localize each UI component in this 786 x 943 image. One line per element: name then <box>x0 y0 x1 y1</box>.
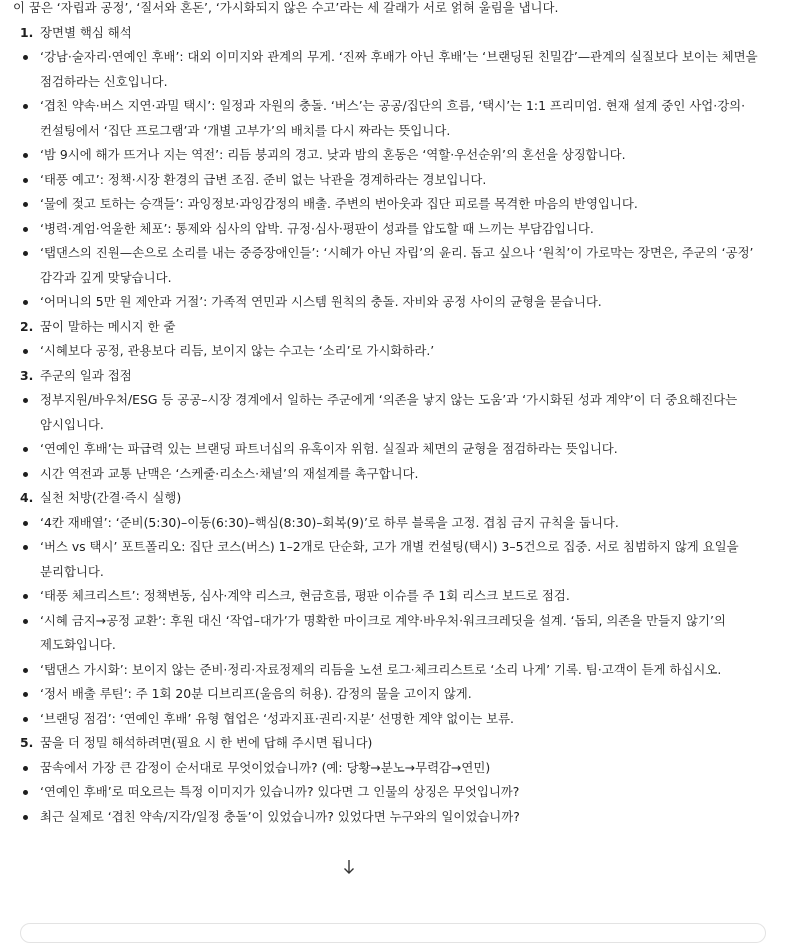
list-item <box>0 658 786 683</box>
bullet-icon <box>20 756 40 780</box>
section-number: 4. <box>20 490 34 505</box>
list-item <box>0 609 786 658</box>
bullet-icon <box>20 707 40 731</box>
section-title: 꿈이 말하는 메시지 한 줄 <box>40 318 176 334</box>
section-heading <box>0 21 786 46</box>
list-item-text: ‘탭댄스 가시화’: 보이지 않는 준비·정리·자료정제의 리듬을 노션 로그·체크리스트로 ‘소리 나게’ 기록. 팀·고객이 듣게 하십시오. <box>40 661 722 677</box>
list-item <box>0 535 786 584</box>
bullet-icon <box>20 682 40 706</box>
section-title: 장면별 핵심 해석 <box>40 24 132 40</box>
arrow-down-icon <box>343 859 355 875</box>
list-item <box>0 339 786 364</box>
bullet-icon <box>20 241 40 265</box>
list-item <box>0 437 786 462</box>
list-item-text: ‘정서 배출 루틴’: 주 1회 20분 디브리프(울음의 허용). 감정의 물을 고이지 않게. <box>40 686 472 701</box>
list-item <box>0 143 786 168</box>
list-item-text: ‘시혜 금지→공정 교환’: 후원 대신 ‘작업–대가’가 명확한 마이크로 계약·바우처·워크크레딧을 설계. ‘돕되, 의존을 만들지 않기’의 제도화입니다. <box>40 612 726 652</box>
bullet-icon <box>20 805 40 829</box>
list-item <box>0 682 786 707</box>
list-item-text: 최근 실제로 ‘겹친 약속/지각/일정 충돌’이 있었습니까? 있었다면 누구와의 일이었습니까? <box>40 808 520 824</box>
bullet-icon <box>20 339 40 363</box>
list-item-text: ‘물에 젖고 토하는 승객들’: 과잉정보·과잉감정의 배출. 주변의 번아웃과 집단 피로를 목격한 마음의 반영입니다. <box>40 196 638 211</box>
list-item <box>0 94 786 143</box>
sections-list <box>0 21 786 830</box>
list-item-text: ‘태풍 예고’: 정책·시장 환경의 급변 조짐. 준비 없는 낙관을 경계하라는 경보입니다. <box>40 171 487 187</box>
list-item <box>0 462 786 487</box>
bullet-icon <box>20 609 40 633</box>
list-item <box>0 388 786 437</box>
list-item <box>0 45 786 94</box>
section-number: 3. <box>20 367 34 383</box>
list-item-text: ‘태풍 체크리스트’: 정책변동, 심사·계약 리스크, 현금흐름, 평판 이슈를 주 1회 리스크 보드로 점검. <box>40 588 570 603</box>
list-item <box>0 217 786 242</box>
list-item-text: ‘시혜보다 공정, 관용보다 리듬, 보이지 않는 수고는 ‘소리’로 가시화하라.’ <box>40 343 435 358</box>
bullet-icon <box>20 168 40 192</box>
list-item-text: ‘강남·술자리·연예인 후배’: 대외 이미지와 관계의 무게. ‘진짜 후배가 아닌 후배’는 ‘브랜딩된 친밀감’—관계의 실질보다 보이는 체면을 점검하라는 신호입니다. <box>40 49 758 89</box>
section-heading <box>0 486 786 511</box>
section-number: 5. <box>20 735 34 750</box>
list-item <box>0 707 786 732</box>
list-item-text: ‘탭댄스의 진원—손으로 소리를 내는 중증장애인들’: ‘시혜가 아닌 자립’의 윤리. 돕고 싶으나 ‘원칙’이 가로막는 장면은, 주군의 ‘공정’ 감각과 깊게 맞닿습니다. <box>40 245 754 285</box>
bullet-icon <box>20 192 40 216</box>
list-item <box>0 780 786 805</box>
list-item-text: 정부지원/바우처/ESG 등 공공–시장 경계에서 일하는 주군에게 ‘의존을 낳지 않는 도움’과 ‘가시화된 성과 계약’이 더 중요해진다는 암시입니다. <box>40 392 738 432</box>
bullet-icon <box>20 388 40 412</box>
bullet-icon <box>20 217 40 241</box>
list-item <box>0 756 786 781</box>
section-heading <box>0 364 786 389</box>
list-item-text: ‘연예인 후배’는 파급력 있는 브랜딩 파트너십의 유혹이자 위험. 실질과 체면의 균형을 점검하라는 뜻입니다. <box>40 441 618 456</box>
section-title: 실천 처방(간결·즉시 실행) <box>40 490 182 505</box>
list-item <box>0 241 786 290</box>
section-heading <box>0 731 786 756</box>
list-item-text: ‘겹친 약속·버스 지연·과밀 택시’: 일정과 자원의 충돌. ‘버스’는 공공/집단의 흐름, ‘택시’는 1:1 프리미엄. 현재 설계 중인 사업·강의·컨설팅에서 ‘집단 프로그램’과 ‘개별 고부가’의 배치를 다시 짜라는 뜻입니다. <box>40 98 746 138</box>
list-item-text: ‘버스 vs 택시’ 포트폴리오: 집단 코스(버스) 1–2개로 단순화, 고가 개별 컨설팅(택시) 3–5건으로 집중. 서로 침범하지 않게 요일을 분리합니다. <box>40 539 739 579</box>
list-item <box>0 584 786 609</box>
list-item <box>0 511 786 536</box>
section-number: 2. <box>20 318 34 334</box>
list-item-text: ‘연예인 후배’로 떠오르는 특정 이미지가 있습니까? 있다면 그 인물의 상징은 무엇입니까? <box>40 784 520 799</box>
message-composer[interactable] <box>20 923 766 943</box>
bullet-icon <box>20 437 40 461</box>
bullet-icon <box>20 45 40 69</box>
list-item <box>0 805 786 830</box>
section-title: 꿈을 더 정밀 해석하려면(필요 시 한 번에 답해 주시면 됩니다) <box>40 735 373 750</box>
section-title: 주군의 일과 접점 <box>40 367 132 383</box>
list-item-text: ‘4칸 재배열’: ‘준비(5:30)–이동(6:30)–핵심(8:30)–회복(9)’로 하루 블록을 고정. 겹침 금지 규칙을 둡니다. <box>40 514 619 530</box>
bullet-icon <box>20 584 40 608</box>
bullet-icon <box>20 94 40 118</box>
bullet-icon <box>20 658 40 682</box>
list-item-text: ‘어머니의 5만 원 제안과 거절’: 가족적 연민과 시스템 원칙의 충돌. 자비와 공정 사이의 균형을 묻습니다. <box>40 294 602 309</box>
bullet-icon <box>20 462 40 486</box>
bullet-icon <box>20 290 40 314</box>
list-item-text: 시간 역전과 교통 난맥은 ‘스케줄·리소스·채널’의 재설계를 촉구합니다. <box>40 465 419 481</box>
list-item-text: ‘병력·계엄·억울한 체포’: 통제와 심사의 압박. 규정·심사·평판이 성과를 압도할 때 느끼는 부담감입니다. <box>40 220 594 236</box>
bullet-icon <box>20 511 40 535</box>
list-item-text: ‘밤 9시에 해가 뜨거나 지는 역전’: 리듬 붕괴의 경고. 낮과 밤의 혼동은 ‘역할·우선순위’의 혼선을 상징합니다. <box>40 147 626 162</box>
section-heading <box>0 315 786 340</box>
scroll-to-bottom-button[interactable] <box>340 855 358 879</box>
list-item-text: ‘브랜딩 점검’: ‘연예인 후배’ 유형 협업은 ‘성과지표·권리·지분’ 선명한 계약 없이는 보류. <box>40 710 514 726</box>
bullet-icon <box>20 535 40 559</box>
intro-paragraph: 이 꿈은 ‘자립과 공정’, ‘질서와 혼돈’, ‘가시화되지 않은 수고’라는 세 갈래가 서로 얽혀 울림을 냅니다. <box>13 0 559 15</box>
list-item <box>0 192 786 217</box>
section-number: 1. <box>20 24 34 40</box>
list-item <box>0 168 786 193</box>
list-item-text: 꿈속에서 가장 큰 감정이 순서대로 무엇이었습니까? (예: 당황→분노→무력감→연민) <box>40 759 491 775</box>
bullet-icon <box>20 780 40 804</box>
list-item <box>0 290 786 315</box>
bullet-icon <box>20 143 40 167</box>
